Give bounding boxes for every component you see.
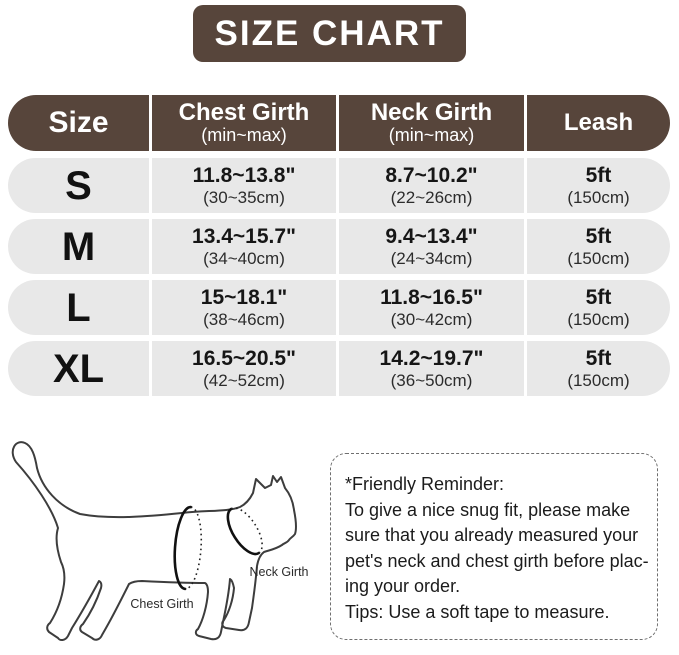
leash-cell: [527, 219, 670, 274]
leash-cell: [527, 280, 670, 335]
neck-girth-inches: 14.2~19.7": [379, 346, 484, 370]
leash-length: 5ft: [585, 285, 612, 309]
neck-girth-cell: [339, 280, 527, 335]
chest-girth-cm: (38~46cm): [203, 309, 285, 329]
size-chart-title-banner: [193, 5, 466, 62]
leash-length-cm: (150cm): [567, 370, 630, 390]
leash-length: 5ft: [585, 163, 612, 187]
table-row-l: [8, 280, 670, 335]
header-chest-girth-label: Chest Girth: [178, 99, 310, 127]
neck-girth-cm: (30~42cm): [390, 309, 473, 329]
table-row-m: [8, 219, 670, 274]
header-leash-label: Leash: [563, 109, 634, 137]
cat-outline-drawing: [2, 436, 324, 650]
table-row-s: [8, 158, 670, 213]
neck-girth-cm: (36~50cm): [390, 370, 473, 390]
header-chest-girth-sub: (min~max): [201, 125, 287, 146]
leash-cell: [527, 341, 670, 396]
table-row-xl: [8, 341, 670, 396]
reminder-line: sure that you already measured your: [345, 525, 639, 546]
header-leash-cell: [527, 95, 670, 151]
leash-length-cm: (150cm): [567, 187, 630, 207]
reminder-line: Tips: Use a soft tape to measure.: [345, 601, 610, 622]
size-value: M: [61, 224, 96, 269]
table-header-row: [8, 95, 670, 151]
page-title: SIZE CHART: [214, 14, 445, 53]
chest-girth-cell: [152, 219, 339, 274]
chest-girth-cell: [152, 158, 339, 213]
chest-girth-inches: 13.4~15.7": [192, 224, 296, 248]
leash-length: 5ft: [585, 224, 612, 248]
leash-length-cm: (150cm): [567, 248, 630, 268]
size-cell: [8, 219, 152, 274]
size-value: S: [65, 163, 92, 208]
size-table: [8, 95, 670, 402]
reminder-line: To give a nice snug fit, please make: [345, 499, 631, 520]
chest-girth-diagram-label: Chest Girth: [130, 597, 194, 611]
header-neck-girth-sub: (min~max): [388, 125, 475, 146]
chest-girth-cell: [152, 280, 339, 335]
header-chest-girth-cell: [152, 95, 339, 151]
neck-girth-cell: [339, 158, 527, 213]
chest-girth-inches: 16.5~20.5": [192, 346, 296, 370]
neck-girth-cm: (24~34cm): [390, 248, 473, 268]
header-size-cell: [8, 95, 152, 151]
leash-cell: [527, 158, 670, 213]
neck-girth-inches: 8.7~10.2": [385, 163, 478, 187]
leash-length-cm: (150cm): [567, 309, 630, 329]
header-neck-girth-label: Neck Girth: [370, 99, 493, 127]
chest-girth-cm: (34~40cm): [203, 248, 285, 268]
reminder-line: pet's neck and chest girth before plac-: [345, 550, 649, 571]
chest-girth-cell: [152, 341, 339, 396]
neck-girth-cell: [339, 219, 527, 274]
neck-girth-diagram-label: Neck Girth: [249, 565, 309, 579]
neck-girth-cm: (22~26cm): [390, 187, 473, 207]
size-value: XL: [52, 346, 105, 391]
header-neck-girth-cell: [339, 95, 527, 151]
size-value: L: [66, 285, 91, 330]
header-size-label: Size: [48, 105, 109, 139]
size-cell: [8, 158, 152, 213]
neck-girth-inches: 9.4~13.4": [385, 224, 478, 248]
size-cell: [8, 280, 152, 335]
reminder-line: *Friendly Reminder:: [345, 474, 505, 494]
chest-girth-inches: 11.8~13.8": [192, 163, 296, 187]
size-cell: [8, 341, 152, 396]
chest-girth-cm: (30~35cm): [203, 187, 285, 207]
chest-girth-cm: (42~52cm): [203, 370, 285, 390]
reminder-line: ing your order.: [345, 576, 461, 597]
leash-length: 5ft: [585, 346, 612, 370]
chest-girth-inches: 15~18.1": [200, 285, 288, 309]
neck-girth-cell: [339, 341, 527, 396]
cat-measurement-diagram: [2, 436, 324, 650]
neck-girth-inches: 11.8~16.5": [380, 285, 483, 309]
friendly-reminder-box: [330, 453, 658, 640]
